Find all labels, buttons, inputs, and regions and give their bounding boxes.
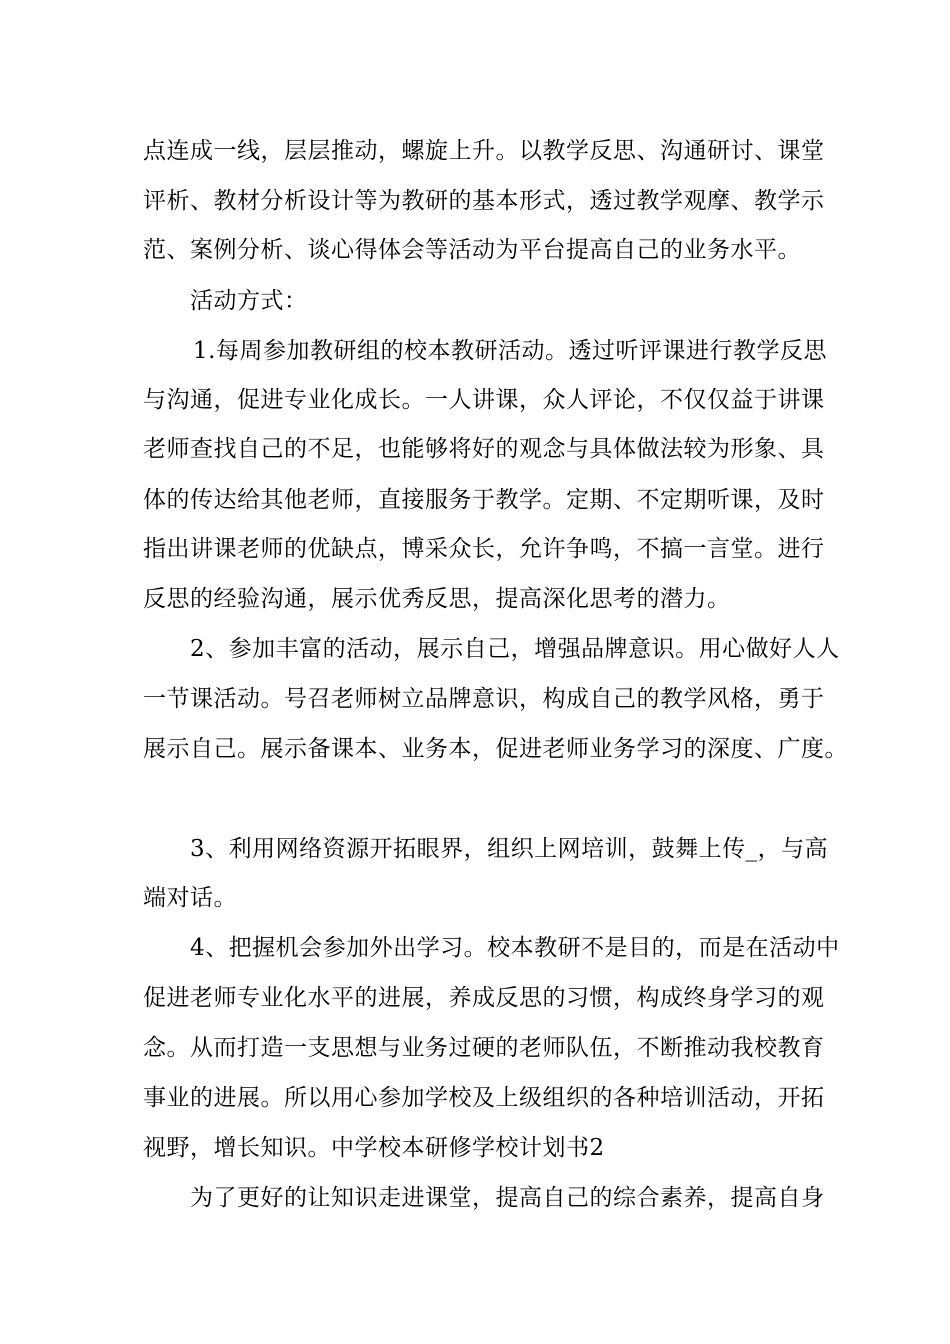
text-line: 体的传达给其他老师，直接服务于教学。定期、不定期听课，及时 <box>143 487 825 513</box>
text-line: 4、把握机会参加外出学习。校本教研不是目的，而是在活动中 <box>190 935 840 961</box>
text-line: 范、案例分析、谈心得体会等活动为平台提高自己的业务水平。 <box>143 237 801 263</box>
text-line: 视野，增长知识。中学校本研修学校计划书2 <box>143 1135 605 1161</box>
text-line: 为了更好的让知识走进课堂，提高自己的综合素养，提高自身 <box>190 1185 825 1211</box>
text-line: 反思的经验沟通，展示优秀反思，提高深化思考的潜力。 <box>143 586 731 612</box>
text-line: 老师查找自己的不足，也能够将好的观念与具体做法较为形象、具 <box>143 436 825 462</box>
text-line: 念。从而打造一支思想与业务过硬的老师队伍，不断推动我校教育 <box>143 1035 825 1061</box>
text-line: 2、参加丰富的活动，展示自己，增强品牌意识。用心做好人人 <box>190 636 840 662</box>
text-line: 1.每周参加教研组的校本教研活动。透过听评课进行教学反思 <box>193 338 827 364</box>
text-line: 与沟通，促进专业化成长。一人讲课，众人评论，不仅仅益于讲课 <box>143 387 825 413</box>
text-line: 评析、教材分析设计等为教研的基本形式，透过教学观摩、教学示 <box>143 188 825 214</box>
text-line: 点连成一线，层层推动，螺旋上升。以教学反思、沟通研讨、课堂 <box>143 138 825 164</box>
section-heading: 活动方式： <box>190 288 308 314</box>
text-line: 指出讲课老师的优缺点，博采众长，允许争鸣，不搞一言堂。进行 <box>143 536 825 562</box>
text-line: 展示自己。展示备课本、业务本，促进老师业务学习的深度、广度。 <box>143 736 848 762</box>
text-line: 端对话。 <box>143 885 237 911</box>
text-line: 一节课活动。号召老师树立品牌意识，构成自己的教学风格，勇于 <box>143 686 825 712</box>
text-line: 3、利用网络资源开拓眼界，组织上网培训，鼓舞上传_，与高 <box>190 836 829 862</box>
text-line: 事业的进展。所以用心参加学校及上级组织的各种培训活动，开拓 <box>143 1085 825 1111</box>
text-line: 促进老师专业化水平的进展，养成反思的习惯，构成终身学习的观 <box>143 985 825 1011</box>
